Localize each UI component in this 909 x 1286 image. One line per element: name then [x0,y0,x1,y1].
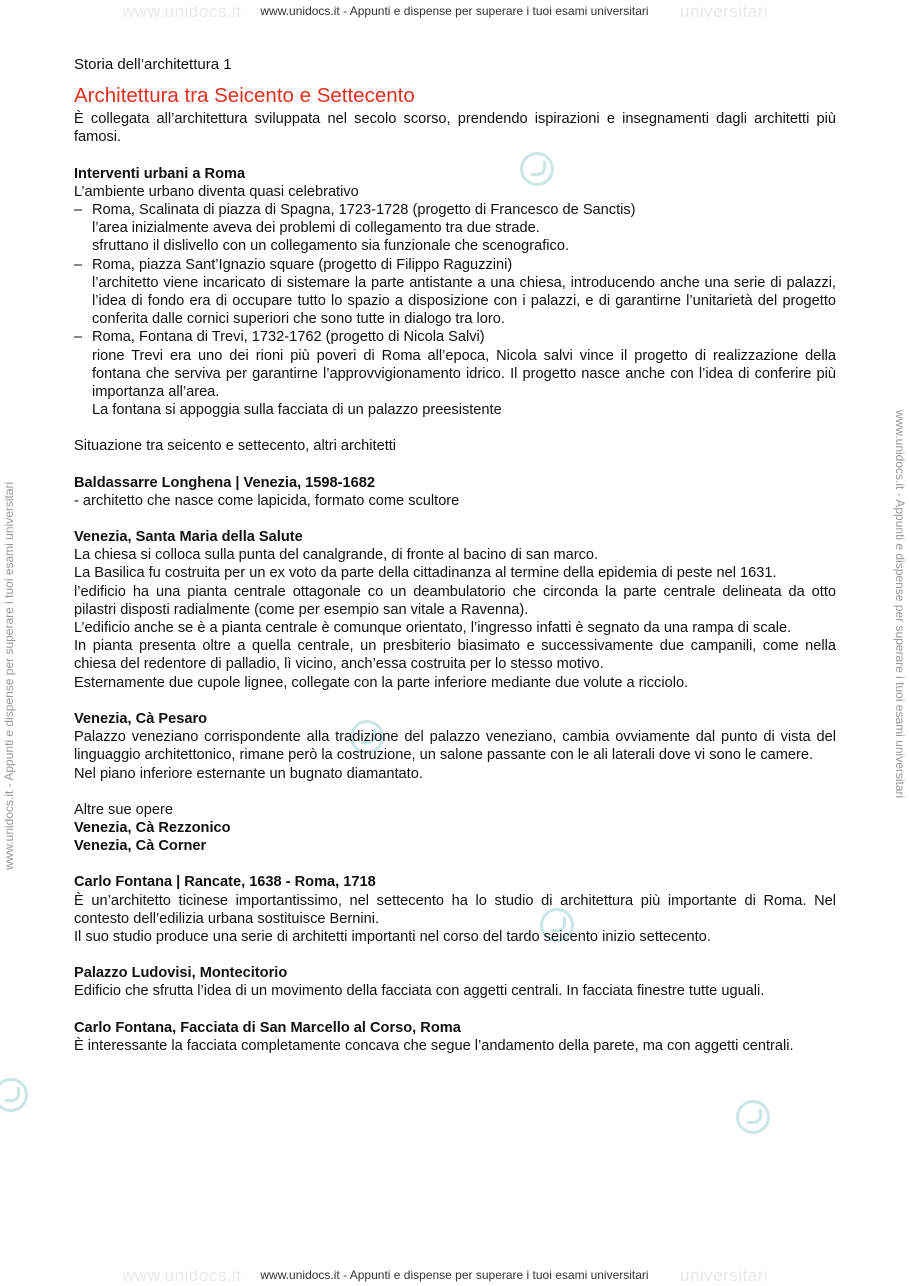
intro-paragraph: È collegata all’architettura sviluppata nel secolo scorso, prendendo ispirazioni e insegnamenti dagli architetti più famosi. [74,111,836,146]
marcello-paragraph: È interessante la facciata completamente concava che segue l’andamento della parete, ma con aggetti centrali. [74,1037,794,1054]
salute-paragraph: Esternamente due cupole lignee, collegate con la parte inferiore mediante due volute a ricciolo. [74,674,689,691]
watermark-ghost-left-bottom: www.unidocs.it [122,1266,242,1285]
section-heading-fontana: Carlo Fontana | Rancate, 1638 - Roma, 1718 [74,874,376,891]
salute-paragraph: l’edificio ha una pianta centrale ottagonale co un deambulatorio che circonda la parte centrale delineata da otto pilastri disposti radialmente (come per esempio san vitale a Ravenna). [74,583,836,618]
list-item-line: l’architetto viene incaricato di sistemare la parte antistante a una chiesa, introducendo anche una serie di palazzi, l’idea di fondo era di occupare tutto lo spazio a disposizione con i palazzi, e di garantirne l’unitarietà del progetto conferita dalle cornici superiori che sono tutte in dialogo tra loro. [92,274,836,328]
watermark-ghost-left: www.unidocs.it [122,2,242,21]
fontana-paragraph: È un’architetto ticinese importantissimo, nel settecento ha lo studio di architettura più importante di Roma. Nel contesto dell’edilizia urbana sostituisce Bernini. [74,892,836,927]
pesaro-paragraph: Nel piano inferiore esternante un bugnato diamantato. [74,765,423,782]
list-item-line: La fontana si appoggia sulla facciata di un palazzo preesistente [92,402,502,419]
document-page [74,56,836,1055]
ludovisi-paragraph: Edificio che sfrutta l’idea di un movimento della facciata con aggetti centrali. In facciata finestre tutte uguali. [74,983,765,1000]
other-work-item: Venezia, Cà Corner [74,838,207,855]
chapter-title: Architettura tra Seicento e Settecento [74,84,415,108]
section-heading-ludovisi: Palazzo Ludovisi, Montecitorio [74,965,288,982]
list-item-line: rione Trevi era uno dei rioni più poveri di Roma all’epoca, Nicola salvi vince il progetto di realizzazione della fontana che serviva per garantirne l’approvvigionamento idrico. Il progetto nasce anche con l’idea di conferire più importanza all’area. [92,347,836,401]
list-item-title: – Roma, Scalinata di piazza di Spagna, 1723-1728 (progetto di Francesco de Sanctis) [92,202,636,219]
watermark-bottom: www.unidocs.it - Appunti e dispense per superare i tuoi esami universitari [260,1268,649,1282]
watermark-side-right: www.unidocs.it - Appunti e dispense per superare i tuoi esami universitari [893,410,907,799]
watermark-ghost-right: universitari [680,2,769,21]
section-heading-pesaro: Venezia, Cà Pesaro [74,710,208,727]
section-heading-marcello: Carlo Fontana, Facciata di San Marcello al Corso, Roma [74,1019,461,1036]
list-item [74,256,836,329]
pesaro-paragraph: Palazzo veneziano corrispondente alla tradizione del palazzo veneziano, cambia ovviamente dal punto di vista del linguaggio architettonico, rimane però la costruzione, un salone passante con le ali laterali dove vi sono le camere. [74,729,836,764]
list-item-title: – Roma, piazza Sant’Ignazio square (progetto di Filippo Raguzzini) [92,256,513,273]
watermark-ghost-right-bottom: universitari [680,1266,769,1285]
situation-line: Situazione tra seicento e settecento, altri architetti [74,438,397,455]
fontana-paragraph: Il suo studio produce una serie di architetti importanti nel corso del tardo seicento inizio settecento. [74,928,711,945]
salute-paragraph: In pianta presenta oltre a quella centrale, un presbiterio biasimato e successivamente due campanili, come nella chiesa del redentore di palladio, lì vicino, anch’essa costruita per lo stesso motivo. [74,638,836,673]
salute-paragraph: L’edificio anche se è a pianta centrale è comunque orientato, l’ingresso infatti è segnato da una rampa di scale. [74,620,792,637]
longhena-line: - architetto che nasce come lapicida, formato come scultore [74,492,460,509]
course-title: Storia dell’architettura 1 [74,56,232,73]
salute-paragraph: La Basilica fu costruita per un ex voto da parte della cittadinanza al termine della epidemia di peste nel 1631. [74,565,777,582]
urban-lead: L’ambiente urbano diventa quasi celebrativo [74,183,359,200]
watermark-side-left: www.unidocs.it - Appunti e dispense per superare i tuoi esami universitari [2,481,16,870]
salute-paragraph: La chiesa si colloca sulla punta del canalgrande, di fronte al bacino di san marco. [74,547,599,564]
watermark-top: www.unidocs.it - Appunti e dispense per superare i tuoi esami universitari [260,4,649,18]
list-item-line: sfruttano il dislivello con un collegamento sia funzionale che scenografico. [92,238,570,255]
other-work-item: Venezia, Cà Rezzonico [74,819,231,836]
section-heading-longhena: Baldassarre Longhena | Venezia, 1598-1682 [74,474,375,491]
list-item [74,201,836,256]
other-works-label: Altre sue opere [74,801,173,818]
urban-list [74,201,836,419]
unidocs-logo-icon [736,1100,770,1134]
section-heading-salute: Venezia, Santa Maria della Salute [74,529,303,546]
section-heading-urban: Interventi urbani a Roma [74,165,246,182]
list-item-title: – Roma, Fontana di Trevi, 1732-1762 (progetto di Nicola Salvi) [92,329,485,346]
list-item-line: l’area inizialmente aveva dei problemi di collegamento tra due strade. [92,220,540,237]
unidocs-logo-icon [0,1078,28,1112]
list-item [74,328,836,419]
